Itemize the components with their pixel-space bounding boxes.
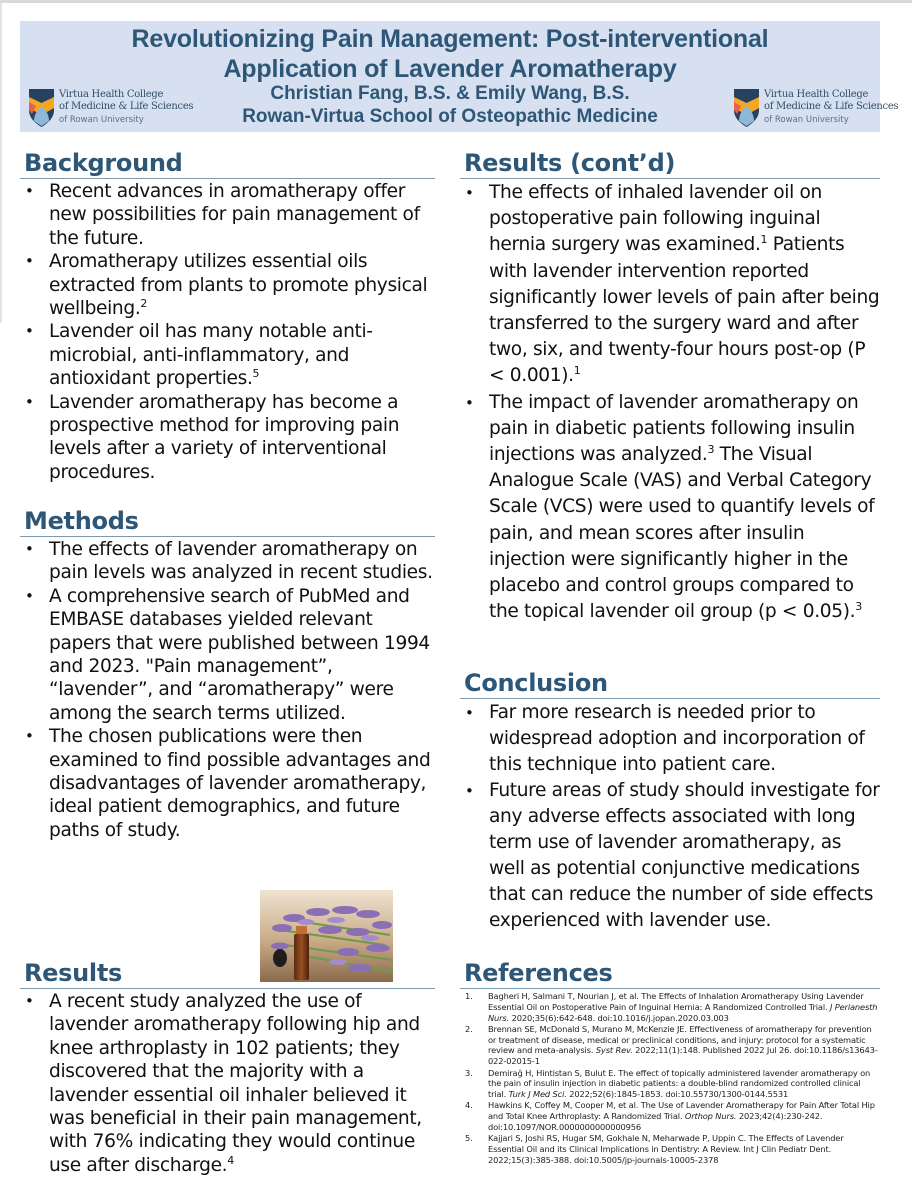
reference-item: 1. Bagheri H, Salmani T, Nourian J, et al. The Effects of Inhalation Aromatherapy Using Lavender Essential Oil on Postoperative Pain of Inguinal Hernia: A Randomized Controlled Trial. J Perianesth Nurs. 2020;35(6):642-648. doi:10.1016/j.jopan.2020.03.003 [465, 991, 878, 1023]
reference-item: 3. Demirağ H, Hintistan S, Bulut E. The effect of topically administered lavender aromatherapy on the pain of insulin injection in diabetic patients: a double-blind randomized controlled clinical trial. Turk J Med Sci. 2022;52(6):1845-1853. doi:10.55730/1300-0144.5531 [465, 1067, 871, 1100]
background-section [20, 148, 435, 484]
results-contd-item: • The impact of lavender aromatherapy on pain in diabetic patients following insulin injections was analyzed.$^3$ The Visual Analogue Scale (VAS) and Verbal Category Scale (VCS) were used to quantify levels of pain, and mean scores after insulin injection were significantly higher in the placebo and control groups compared to the topical lavender oil group (p < 0.05).$^3$ [460, 390, 880, 626]
institution-logo-left [28, 86, 203, 130]
title-line-1: Revolutionizing Pain Management: Post-interventional [131, 25, 769, 53]
conclusion-section [460, 668, 880, 934]
methods-heading: Methods [20, 506, 435, 537]
methods-list [20, 538, 435, 842]
background-heading: Background [20, 148, 435, 179]
methods-item: • The chosen publications were then examined to find possible advantages and disadvantages of lavender aromatherapy, ideal patient demographics, and future paths of study. [20, 725, 435, 842]
title-line-2: Application of Lavender Aromatherapy [223, 55, 677, 83]
page-left-border [0, 3, 2, 323]
results-contd-heading: Results (cont’d) [460, 148, 880, 179]
poster-title [20, 24, 880, 84]
results-contd-item: • The effects of inhaled lavender oil on postoperative pain following inguinal hernia surgery was examined.$^1$ Patients with lavender intervention reported significantly lower levels of pain after being transferred to the surgery ward and after two, six, and twenty-four hours post-op (P < 0.001).$^1$ [460, 180, 880, 390]
logo-line-2: of Medicine & Life Sciences [59, 101, 194, 112]
logo-line-3: of Rowan University [764, 115, 849, 125]
results-section [20, 958, 435, 1177]
logo-line-1: Virtua Health College [764, 89, 869, 100]
background-item: • Lavender aromatherapy has become a prospective method for improving pain levels after a variety of interventional procedures. [20, 391, 435, 485]
shield-logo-icon [28, 88, 55, 128]
lavender-essential-oil-photo [260, 890, 393, 982]
institution-logo-right [733, 86, 908, 130]
results-list [20, 990, 435, 1177]
poster-header-banner [20, 21, 899, 132]
methods-section [20, 506, 435, 842]
background-item: • Aromatherapy utilizes essential oils extracted from plants to promote physical wellbeing.$^2$ [20, 250, 435, 320]
logo-line-2: of Medicine & Life Sciences [764, 101, 899, 112]
logo-line-1: Virtua Health College [59, 89, 164, 100]
conclusion-item: • Far more research is needed prior to widespread adoption and incorporation of this technique into patient care. [460, 700, 880, 778]
background-list [20, 180, 435, 484]
conclusion-heading: Conclusion [460, 668, 880, 699]
reference-item: 4. Hawkins K, Coffey M, Cooper M, et al. The Use of Lavender Aromatherapy for Pain After Total Hip and Total Knee Arthroplasty: A Randomized Trial. Orthop Nurs. 2023;42(4):230-242. doi:10.1097/NOR.0000000000000956 [465, 1100, 875, 1133]
reference-item: 2. Brennan SE, McDonald S, Murano M, McKenzie JE. Effectiveness of aromatherapy for prevention or treatment of disease, medical or preclinical conditions, and injury: protocol for a systematic review and meta-analysis. Syst Rev. 2022;11(1):148. Published 2022 Jul 26. doi:10.1186/s13643-022-02015-1 [465, 1023, 878, 1067]
background-item: • Lavender oil has many notable anti-microbial, anti-inflammatory, and antioxidant properties.$^5$ [20, 320, 435, 390]
results-contd-section [460, 148, 880, 625]
page-top-border [0, 0, 912, 3]
methods-item: • A comprehensive search of PubMed and EMBASE databases yielded relevant papers that were published between 1994 and 2023. "Pain management”, “lavender”, and “aromatherapy” were among the search terms utilized. [20, 585, 435, 725]
conclusion-item: • Future areas of study should investigate for any adverse effects associated with long term use of lavender aromatherapy, as well as potential conjunctive medications that can reduce the number of side effects experienced with lavender use. [460, 778, 880, 934]
school-line: Rowan-Virtua School of Osteopathic Medicine [242, 106, 658, 127]
references-section [460, 958, 880, 1166]
methods-item: • The effects of lavender aromatherapy on pain levels was analyzed in recent studies. [20, 538, 435, 585]
authors-line: Christian Fang, B.S. & Emily Wang, B.S. [270, 83, 630, 104]
conclusion-list [460, 700, 880, 934]
results-item: • A recent study analyzed the use of lavender aromatherapy following hip and knee arthroplasty in 102 patients; they discovered that the majority with a lavender essential oil inhaler believed it was beneficial in their pain management, with 76% indicating they would continue use after discharge.$^4$ [20, 990, 435, 1177]
results-heading: Results [20, 958, 435, 989]
reference-item: 5. Kajjari S, Joshi RS, Hugar SM, Gokhale N, Meharwade P, Uppin C. The Effects of Lavender Essential Oil and its Clinical Implications in Dentistry: A Review. Int J Clin Pediatr Dent. 2022;15(3):385-388. doi:10.5005/jp-journals-10005-2378 [465, 1133, 844, 1165]
results-contd-list [460, 180, 880, 625]
references-list [460, 991, 880, 1166]
references-heading: References [460, 958, 880, 989]
background-item: • Recent advances in aromatherapy offer new possibilities for pain management of the future. [20, 180, 435, 250]
shield-logo-icon [733, 88, 760, 128]
logo-line-3: of Rowan University [59, 115, 144, 125]
